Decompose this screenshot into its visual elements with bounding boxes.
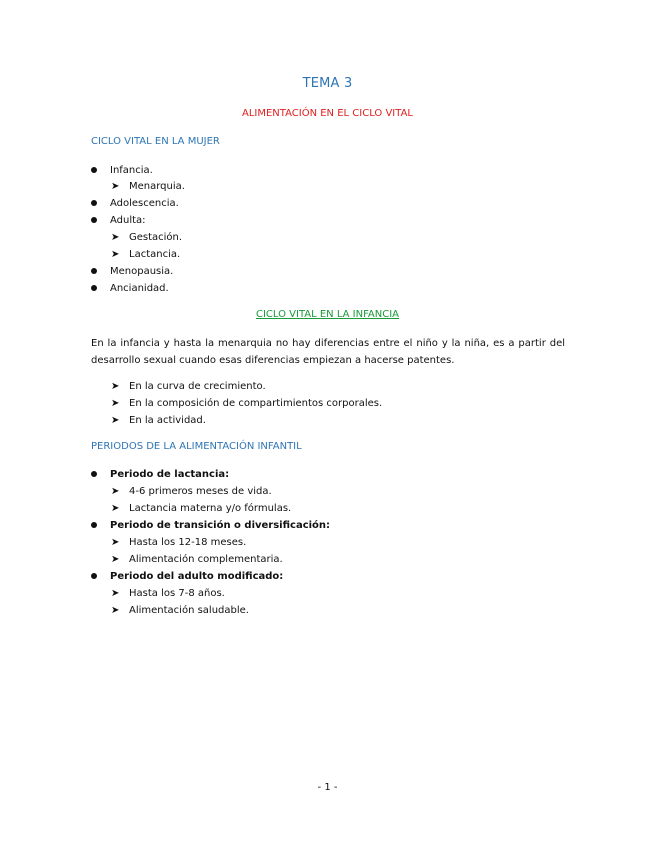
list-item: En la composición de compartimientos corporales. (129, 398, 383, 409)
arrowhead-bullet-icon: ➤ (111, 232, 120, 243)
list-item: En la actividad. (129, 415, 206, 426)
list-item: Menopausia. (110, 266, 174, 277)
section-heading-infancia: CICLO VITAL EN LA INFANCIA (255, 309, 400, 320)
arrowhead-bullet-icon: ➤ (111, 503, 120, 514)
list-item: Hasta los 12-18 meses. (129, 537, 247, 548)
arrowhead-bullet-icon: ➤ (111, 588, 120, 599)
arrowhead-bullet-icon: ➤ (111, 249, 120, 260)
list-item: Menarquia. (129, 181, 185, 192)
list-item: Ancianidad. (110, 283, 169, 294)
list-item: 4-6 primeros meses de vida. (129, 486, 272, 497)
arrowhead-bullet-icon: ➤ (111, 181, 120, 192)
list-item: Alimentación saludable. (129, 605, 249, 616)
list-item: Hasta los 7-8 años. (129, 588, 225, 599)
period-label-lactancia: Periodo de lactancia: (110, 469, 230, 480)
document-title: TEMA 3 (302, 76, 353, 91)
arrowhead-bullet-icon: ➤ (111, 605, 120, 616)
section-heading-mujer: CICLO VITAL EN LA MUJER (91, 136, 220, 147)
arrowhead-bullet-icon: ➤ (111, 537, 120, 548)
bullet-dot-icon (91, 573, 97, 579)
arrowhead-bullet-icon: ➤ (111, 554, 120, 565)
list-item: Infancia. (110, 165, 153, 176)
list-item: Lactancia materna y/o fórmulas. (129, 503, 292, 514)
list-item: Lactancia. (129, 249, 181, 260)
document-subtitle: ALIMENTACIÓN EN EL CICLO VITAL (241, 108, 413, 119)
list-item: Adolescencia. (110, 198, 179, 209)
period-label-transicion: Periodo de transición o diversificación: (110, 520, 331, 531)
bullet-dot-icon (91, 471, 97, 477)
bullet-dot-icon (91, 217, 97, 223)
bullet-dot-icon (91, 285, 97, 291)
section-heading-periodos: PERIODOS DE LA ALIMENTACIÓN INFANTIL (91, 441, 302, 452)
arrowhead-bullet-icon: ➤ (111, 415, 120, 426)
arrowhead-bullet-icon: ➤ (111, 398, 120, 409)
bullet-dot-icon (91, 167, 97, 173)
list-item: Gestación. (129, 232, 183, 243)
list-item: Adulta: (110, 215, 146, 226)
bullet-dot-icon (91, 522, 97, 528)
period-label-adulto: Periodo del adulto modificado: (110, 571, 284, 582)
bullet-dot-icon (91, 268, 97, 274)
list-item: Alimentación complementaria. (129, 554, 283, 565)
paragraph-infancia: En la infancia y hasta la menarquia no hay diferencias entre el niño y la niña, es a partir del desarrollo sexual cuando esas diferencias empiezan a hacerse patentes. (91, 338, 565, 366)
arrowhead-bullet-icon: ➤ (111, 486, 120, 497)
arrowhead-bullet-icon: ➤ (111, 381, 120, 392)
bullet-dot-icon (91, 200, 97, 206)
page-number: - 1 - (317, 782, 338, 793)
list-item: En la curva de crecimiento. (129, 381, 266, 392)
